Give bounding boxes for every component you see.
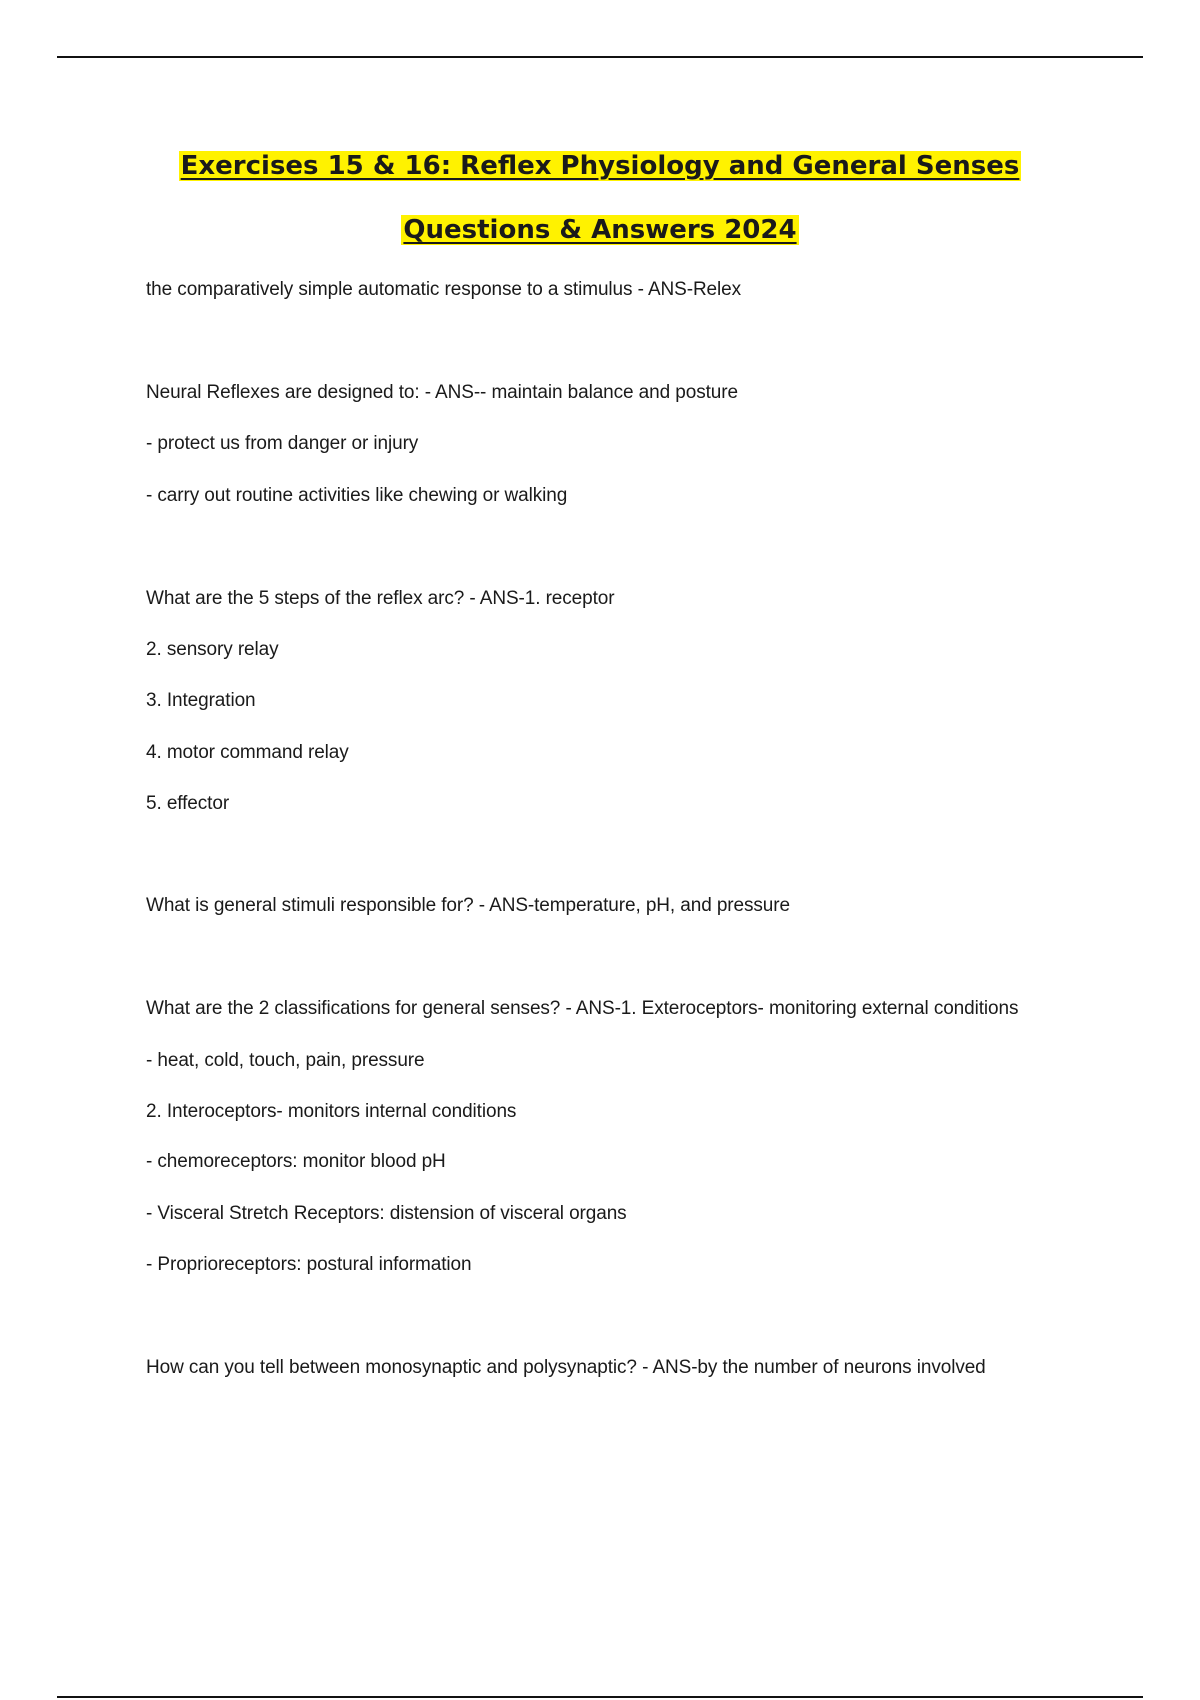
top-rule	[57, 56, 1143, 58]
qa-line: What are the 5 steps of the reflex arc? - ANS-1. receptor	[146, 588, 615, 609]
qa-line: 5. effector	[146, 793, 230, 814]
qa-line: What are the 2 classifications for general senses? - ANS-1. Exteroceptors- monitoring external conditions	[146, 998, 1019, 1019]
qa-line: 2. Interoceptors- monitors internal conditions	[146, 1101, 517, 1122]
qa-line: - heat, cold, touch, pain, pressure	[146, 1050, 425, 1071]
document-title	[0, 148, 1200, 184]
qa-line: How can you tell between monosynaptic and polysynaptic? - ANS-by the number of neurons involved	[146, 1357, 986, 1378]
qa-line: Neural Reflexes are designed to: - ANS-- maintain balance and posture	[146, 382, 738, 403]
qa-line: - Visceral Stretch Receptors: distension of visceral organs	[146, 1203, 627, 1224]
qa-line: - carry out routine activities like chewing or walking	[146, 485, 568, 506]
document-subtitle	[0, 212, 1200, 248]
qa-line: 3. Integration	[146, 690, 256, 711]
title-line-1: Exercises 15 & 16: Reflex Physiology and General Senses	[180, 151, 1020, 181]
qa-line: 2. sensory relay	[146, 639, 279, 660]
qa-line: - protect us from danger or injury	[146, 433, 419, 454]
qa-line: What is general stimuli responsible for? - ANS-temperature, pH, and pressure	[146, 895, 790, 916]
qa-line: 4. motor command relay	[146, 742, 349, 763]
qa-line: - chemoreceptors: monitor blood pH	[146, 1151, 446, 1172]
title-line-2: Questions & Answers 2024	[403, 215, 797, 245]
qa-line: - Proprioreceptors: postural information	[146, 1254, 472, 1275]
bottom-rule	[57, 1696, 1143, 1698]
qa-line: the comparatively simple automatic response to a stimulus - ANS-Relex	[146, 279, 742, 300]
